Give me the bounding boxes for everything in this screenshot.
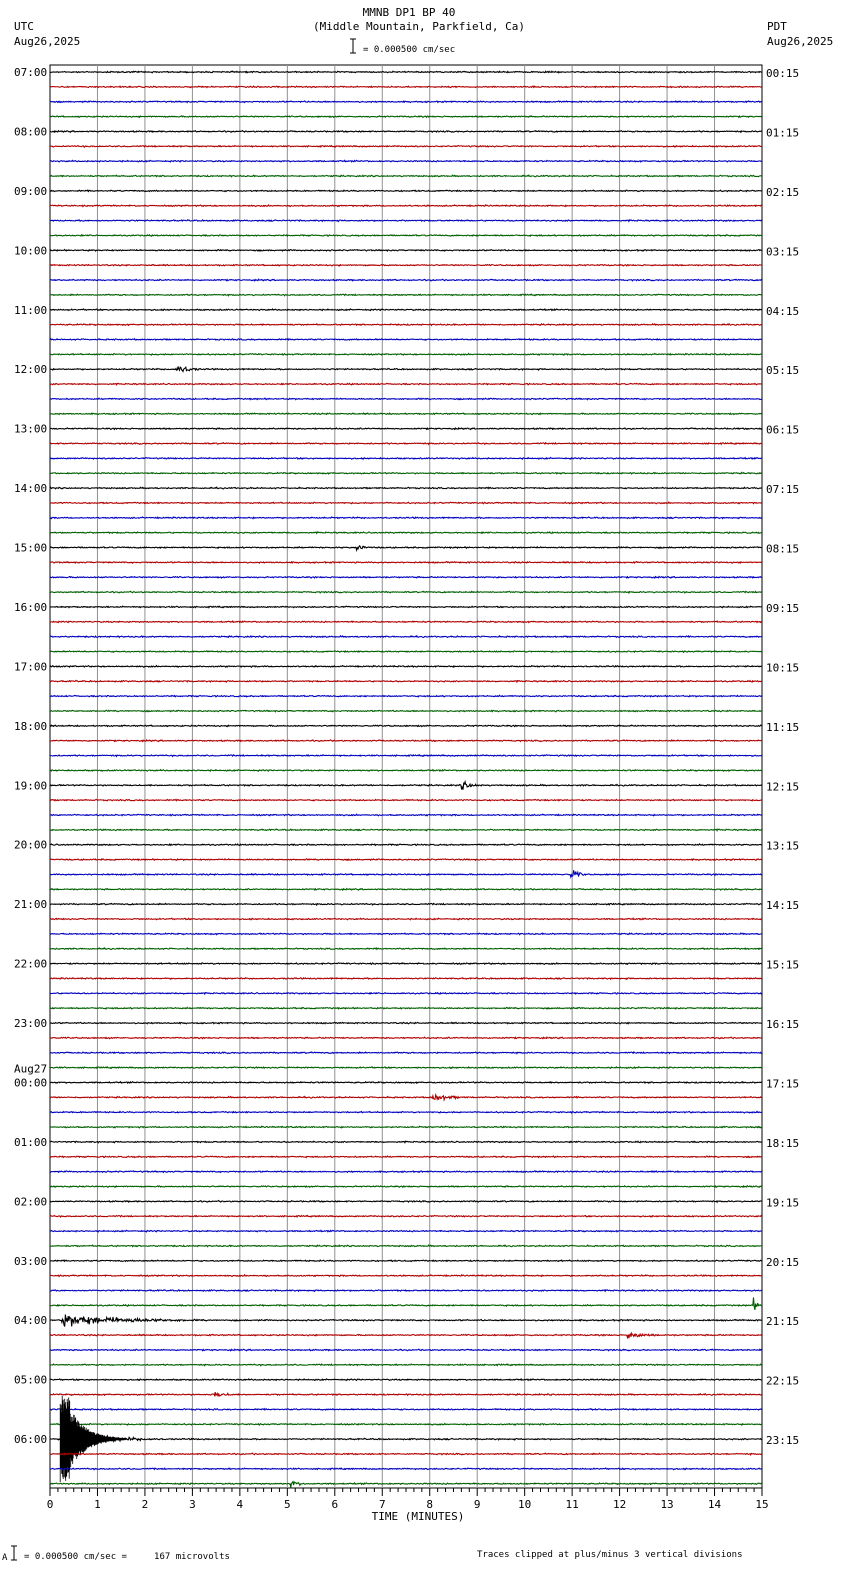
x-tick-label-1: 1: [94, 1498, 101, 1511]
x-tick-label-8: 8: [426, 1498, 434, 1511]
utc-label-20:00: 20:00: [14, 838, 48, 852]
trace-70: [50, 1111, 762, 1113]
pdt-label-05:15: 05:15: [766, 364, 800, 378]
x-tick-label-7: 7: [378, 1498, 386, 1511]
trace-21: [50, 383, 762, 385]
trace-58: [50, 933, 762, 935]
trace-52: [50, 844, 762, 846]
utc-label-11:00: 11:00: [14, 303, 48, 317]
pdt-label-07:15: 07:15: [766, 483, 800, 497]
trace-45: [50, 740, 762, 742]
trace-69: [50, 1095, 762, 1100]
trace-48: [50, 782, 762, 790]
trace-72: [50, 1141, 762, 1143]
x-axis-label: TIME (MINUTES): [371, 1510, 465, 1523]
pdt-label-12:15: 12:15: [766, 780, 800, 794]
trace-19: [50, 354, 762, 356]
trace-66: [50, 1052, 762, 1054]
trace-30: [50, 517, 762, 519]
scale-label: = 0.000500 cm/sec: [363, 45, 456, 55]
pdt-label-14:15: 14:15: [766, 899, 800, 913]
x-tick-label-5: 5: [284, 1498, 291, 1511]
utc-label-23:00: 23:00: [14, 1017, 48, 1031]
utc-label-09:00: 09:00: [14, 184, 48, 198]
left-timezone: UTC: [14, 20, 34, 33]
trace-7: [50, 175, 762, 177]
footer-scale-text: = 0.000500 cm/sec = 167 microvolts: [24, 1552, 230, 1562]
pdt-label-10:15: 10:15: [766, 661, 800, 675]
trace-73: [50, 1156, 762, 1158]
footer-marker: A: [2, 1553, 8, 1563]
trace-57: [50, 918, 762, 920]
utc-label-13:00: 13:00: [14, 422, 48, 436]
trace-10: [50, 220, 762, 222]
trace-23: [50, 413, 762, 415]
trace-81: [50, 1275, 762, 1277]
trace-68: [50, 1082, 762, 1084]
trace-4: [50, 131, 762, 133]
pdt-label-04:15: 04:15: [766, 304, 800, 318]
pdt-label-21:15: 21:15: [766, 1315, 800, 1329]
utc-label-08:00: 08:00: [14, 125, 48, 139]
trace-82: [50, 1290, 762, 1292]
pdt-label-03:15: 03:15: [766, 245, 800, 259]
trace-47: [50, 770, 762, 772]
trace-92: [50, 1436, 762, 1443]
x-tick-label-11: 11: [565, 1498, 579, 1511]
trace-27: [50, 472, 762, 474]
trace-39: [50, 651, 762, 653]
utc-label-07:00: 07:00: [14, 66, 48, 79]
x-tick-label-12: 12: [612, 1498, 627, 1511]
trace-64: [50, 1022, 762, 1024]
utc-label-18:00: 18:00: [14, 719, 48, 733]
utc-label-06:00: 06:00: [14, 1433, 48, 1447]
trace-25: [50, 443, 762, 445]
trace-15: [50, 294, 762, 296]
trace-50: [50, 814, 762, 816]
trace-29: [50, 502, 762, 504]
utc-label-10:00: 10:00: [14, 244, 48, 258]
utc-label-05:00: 05:00: [14, 1373, 48, 1387]
trace-74: [50, 1171, 762, 1173]
trace-86: [50, 1349, 762, 1351]
trace-93: [50, 1453, 762, 1455]
pdt-label-18:15: 18:15: [766, 1136, 800, 1150]
trace-22: [50, 398, 762, 400]
pdt-label-06:15: 06:15: [766, 423, 800, 437]
left-date: Aug26,2025: [14, 35, 81, 48]
trace-42: [50, 695, 762, 697]
trace-46: [50, 755, 762, 757]
pdt-label-15:15: 15:15: [766, 958, 800, 972]
right-date: Aug26,2025: [767, 35, 834, 48]
utc-label-00:00: 00:00: [14, 1076, 48, 1090]
trace-40: [50, 666, 762, 668]
utc-label-19:00: 19:00: [14, 779, 48, 793]
trace-2: [50, 101, 762, 103]
pdt-label-08:15: 08:15: [766, 542, 800, 556]
trace-62: [50, 993, 762, 995]
trace-38: [50, 636, 762, 638]
trace-67: [50, 1067, 762, 1069]
trace-80: [50, 1260, 762, 1262]
trace-84: [50, 1315, 762, 1327]
trace-44: [50, 725, 762, 727]
trace-11: [50, 235, 762, 237]
scale-bar-icon: [350, 39, 356, 53]
pdt-label-19:15: 19:15: [766, 1196, 800, 1210]
x-tick-label-9: 9: [473, 1498, 481, 1511]
trace-89: [50, 1392, 762, 1396]
station-location: (Middle Mountain, Parkfield, Ca): [313, 20, 525, 33]
trace-41: [50, 680, 762, 682]
trace-51: [50, 829, 762, 831]
seismic-traces: [50, 71, 762, 1487]
trace-35: [50, 591, 762, 593]
pdt-label-23:15: 23:15: [766, 1434, 800, 1448]
trace-31: [50, 532, 762, 534]
trace-17: [50, 324, 762, 326]
trace-33: [50, 562, 762, 564]
trace-76: [50, 1201, 762, 1203]
station-title: MMNB DP1 BP 40: [362, 6, 456, 19]
utc-hour-labels: [14, 66, 47, 1446]
trace-87: [50, 1364, 762, 1366]
pdt-label-00:15: 00:15: [766, 67, 800, 80]
trace-26: [50, 458, 762, 460]
trace-53: [50, 859, 762, 861]
trace-0: [50, 71, 762, 73]
trace-5: [50, 145, 762, 147]
trace-49: [50, 799, 762, 801]
trace-85: [50, 1333, 762, 1338]
trace-8: [50, 190, 762, 192]
plot-frame: [50, 65, 762, 1488]
utc-label-21:00: 21:00: [14, 898, 48, 912]
trace-61: [50, 978, 762, 980]
x-tick-label-13: 13: [660, 1498, 674, 1511]
trace-95: [50, 1482, 762, 1488]
trace-16: [50, 309, 762, 311]
trace-60: [50, 963, 762, 965]
trace-6: [50, 160, 762, 162]
trace-56: [50, 903, 762, 905]
utc-label-04:00: 04:00: [14, 1314, 48, 1328]
pdt-label-20:15: 20:15: [766, 1255, 800, 1269]
x-tick-label-14: 14: [707, 1498, 722, 1511]
pdt-label-01:15: 01:15: [766, 126, 800, 140]
trace-1: [50, 86, 762, 88]
utc-label-12:00: 12:00: [14, 363, 48, 377]
x-tick-label-15: 15: [755, 1498, 769, 1511]
clip-note: Traces clipped at plus/minus 3 vertical divisions: [477, 1550, 743, 1560]
utc-label-01:00: 01:00: [14, 1135, 48, 1149]
trace-63: [50, 1007, 762, 1009]
trace-59: [50, 948, 762, 950]
trace-91: [50, 1423, 762, 1425]
trace-24: [50, 428, 762, 430]
plot-grid: [50, 65, 762, 1488]
utc-label-16:00: 16:00: [14, 600, 48, 614]
trace-88: [50, 1379, 762, 1381]
x-tick-label-2: 2: [141, 1498, 149, 1511]
trace-9: [50, 205, 762, 207]
trace-90: [50, 1409, 762, 1411]
x-axis: [47, 1488, 769, 1511]
trace-37: [50, 621, 762, 623]
trace-12: [50, 250, 762, 252]
utc-label-02:00: 02:00: [14, 1195, 48, 1209]
trace-3: [50, 116, 762, 117]
pdt-hour-labels: [766, 67, 799, 1447]
x-tick-label-3: 3: [189, 1498, 196, 1511]
trace-71: [50, 1126, 762, 1128]
trace-83: [50, 1297, 762, 1310]
trace-34: [50, 576, 762, 578]
utc-label-22:00: 22:00: [14, 957, 48, 971]
pdt-label-11:15: 11:15: [766, 720, 800, 734]
trace-36: [50, 606, 762, 608]
x-tick-label-4: 4: [236, 1498, 244, 1511]
trace-18: [50, 339, 762, 341]
trace-65: [50, 1037, 762, 1039]
trace-94: [50, 1468, 762, 1470]
date-change-label: Aug27: [14, 1062, 48, 1076]
pdt-label-13:15: 13:15: [766, 839, 800, 853]
pdt-label-17:15: 17:15: [766, 1077, 800, 1091]
trace-20: [50, 367, 762, 372]
utc-label-03:00: 03:00: [14, 1254, 48, 1268]
trace-32: [50, 546, 762, 550]
utc-label-15:00: 15:00: [14, 541, 48, 555]
trace-78: [50, 1230, 762, 1232]
trace-14: [50, 279, 762, 281]
pdt-label-09:15: 09:15: [766, 601, 800, 615]
utc-label-14:00: 14:00: [14, 482, 48, 496]
trace-77: [50, 1215, 762, 1217]
trace-43: [50, 710, 762, 712]
x-tick-label-10: 10: [518, 1498, 532, 1511]
pdt-label-16:15: 16:15: [766, 1018, 800, 1032]
x-tick-label-6: 6: [331, 1498, 339, 1511]
trace-75: [50, 1186, 762, 1188]
trace-54: [50, 870, 762, 877]
x-tick-label-0: 0: [46, 1498, 54, 1511]
trace-79: [50, 1245, 762, 1247]
trace-28: [50, 487, 762, 489]
right-timezone: PDT: [767, 20, 787, 33]
trace-13: [50, 264, 762, 266]
footer-scale-icon: [11, 1546, 17, 1560]
pdt-label-02:15: 02:15: [766, 185, 800, 199]
utc-label-17:00: 17:00: [14, 660, 48, 674]
pdt-label-22:15: 22:15: [766, 1374, 800, 1388]
trace-55: [50, 888, 762, 890]
